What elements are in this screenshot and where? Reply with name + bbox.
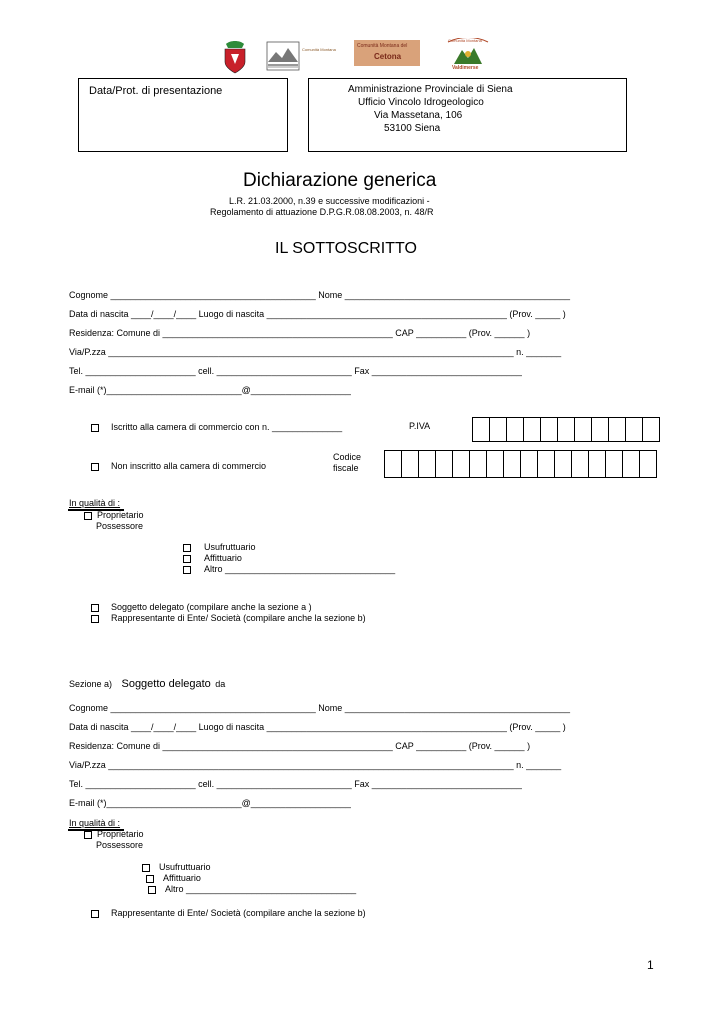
contacts-field[interactable]: Tel. ______________________ cell. ___________________________ Fax ______________________________	[69, 366, 522, 376]
logo-text-4: Comunità Montana	[448, 38, 482, 43]
usufruttuario-label-2: Usufruttuario	[159, 862, 211, 872]
affittuario-option-2[interactable]	[146, 873, 201, 883]
email-field[interactable]: E-mail (*)___________________________@____________________	[69, 385, 351, 395]
address-box	[308, 78, 627, 152]
iscritto-checkbox[interactable]	[91, 424, 99, 432]
birth-field[interactable]: Data di nascita ____/____/____ Luogo di nascita ________________________________________________ (Prov. _____ )	[69, 309, 566, 319]
soggetto-delegato-checkbox[interactable]	[91, 604, 99, 612]
proprietario-option[interactable]	[84, 510, 144, 520]
cognome-nome-field[interactable]: Cognome _________________________________________ Nome _____________________________________________	[69, 290, 570, 300]
codice-fiscale-label-1: Codice	[333, 452, 362, 462]
possessore-label-2: Possessore	[96, 840, 144, 850]
non-iscritto-label: Non inscritto alla camera di commercio	[111, 461, 267, 471]
comunita-montana-cetona-logo	[354, 40, 420, 66]
affittuario-checkbox[interactable]	[183, 555, 191, 563]
affittuario-option[interactable]	[183, 553, 242, 563]
possessore-label: Possessore	[96, 521, 144, 531]
rappresentante-checkbox[interactable]	[91, 615, 99, 623]
piva-boxes[interactable]	[472, 417, 660, 442]
comunita-montana-amiata-logo	[266, 40, 300, 72]
comunita-montana-valdimerse-logo	[440, 38, 496, 74]
page-title: Dichiarazione generica	[243, 170, 437, 191]
iscritto-label: Iscritto alla camera di commercio con n. ______________	[111, 422, 343, 432]
altro-label-2: Altro __________________________________	[165, 884, 357, 894]
date-protocol-label: Data/Prot. di presentazione	[89, 85, 223, 97]
logo-text-5: Valdimerse	[452, 65, 479, 71]
iscritto-option[interactable]	[91, 422, 342, 432]
rappresentante-label-2: Rappresentante di Ente/ Società (compilare anche la sezione b)	[111, 908, 366, 918]
sezione-a-title: Soggetto delegato	[121, 678, 211, 690]
address-line-4: 53100 Siena	[384, 123, 441, 134]
usufruttuario-option[interactable]	[183, 542, 256, 552]
sezione-a-prefix: Sezione a)	[69, 679, 113, 689]
proprietario-label: Proprietario	[97, 510, 144, 520]
residence-field[interactable]: Residenza: Comune di ______________________________________________ CAP __________ (Prov. ______ )	[69, 328, 531, 338]
codice-fiscale-boxes[interactable]	[384, 450, 657, 478]
altro-label: Altro __________________________________	[204, 564, 396, 574]
non-iscritto-option[interactable]	[91, 461, 266, 471]
sezione-a-heading	[69, 674, 225, 692]
affittuario-checkbox-2[interactable]	[146, 875, 154, 883]
logo-text-3: Cetona	[374, 52, 402, 61]
date-protocol-box[interactable]	[78, 78, 288, 152]
street-field-2[interactable]: Via/P.zza _________________________________________________________________________________ n. _______	[69, 760, 562, 770]
non-iscritto-checkbox[interactable]	[91, 463, 99, 471]
usufruttuario-option-2[interactable]	[142, 862, 211, 872]
address-line-1: Amministrazione Provinciale di Siena	[348, 84, 513, 95]
proprietario-checkbox[interactable]	[84, 512, 92, 520]
soggetto-delegato-option[interactable]	[91, 602, 312, 612]
soggetto-delegato-label: Soggetto delegato (compilare anche la sezione a )	[111, 602, 312, 612]
province-crest-logo	[222, 40, 248, 74]
altro-option[interactable]	[183, 564, 395, 574]
rappresentante-option[interactable]	[91, 613, 366, 623]
qualita-label-2: In qualità di :	[69, 818, 121, 828]
altro-option-2[interactable]	[148, 884, 356, 894]
affittuario-label-2: Affittuario	[163, 873, 201, 883]
law-reference-2: Regolamento di attuazione D.P.G.R.08.08.2003, n. 48/R	[210, 207, 434, 217]
usufruttuario-checkbox[interactable]	[183, 544, 191, 552]
proprietario-label-2: Proprietario	[97, 829, 144, 839]
codice-fiscale-label-2: fiscale	[333, 463, 359, 473]
address-line-2: Ufficio Vincolo Idrogeologico	[358, 97, 484, 108]
residence-field-2[interactable]: Residenza: Comune di ______________________________________________ CAP __________ (Prov. ______ )	[69, 741, 531, 751]
birth-field-2[interactable]: Data di nascita ____/____/____ Luogo di nascita ________________________________________________ (Prov. _____ )	[69, 722, 566, 732]
affittuario-label: Affittuario	[204, 553, 242, 563]
cognome-nome-field-2[interactable]: Cognome _________________________________________ Nome _____________________________________________	[69, 703, 570, 713]
address-line-3: Via Massetana, 106	[374, 110, 463, 121]
usufruttuario-checkbox-2[interactable]	[142, 864, 150, 872]
proprietario-option-2[interactable]	[84, 829, 144, 839]
rappresentante-option-2[interactable]	[91, 908, 366, 918]
rappresentante-checkbox-2[interactable]	[91, 910, 99, 918]
contacts-field-2[interactable]: Tel. ______________________ cell. ___________________________ Fax ______________________________	[69, 779, 522, 789]
section-subtitle: IL SOTTOSCRITTO	[275, 240, 417, 257]
page-number: 1	[647, 958, 654, 972]
rappresentante-label: Rappresentante di Ente/ Società (compilare anche la sezione b)	[111, 613, 366, 623]
usufruttuario-label: Usufruttuario	[204, 542, 256, 552]
street-field[interactable]: Via/P.zza _________________________________________________________________________________ n. _______	[69, 347, 562, 357]
altro-checkbox-2[interactable]	[148, 886, 156, 894]
sezione-a-suffix: da	[215, 679, 226, 689]
logo-text-2: Comunità Montana del	[357, 43, 408, 49]
logo-text-1: Comunità Montana	[302, 47, 336, 52]
qualita-label: In qualità di :	[69, 498, 121, 508]
piva-label: P.IVA	[409, 421, 431, 431]
email-field-2[interactable]: E-mail (*)___________________________@____________________	[69, 798, 351, 808]
law-reference-1: L.R. 21.03.2000, n.39 e successive modificazioni -	[229, 196, 430, 206]
proprietario-checkbox-2[interactable]	[84, 831, 92, 839]
altro-checkbox[interactable]	[183, 566, 191, 574]
